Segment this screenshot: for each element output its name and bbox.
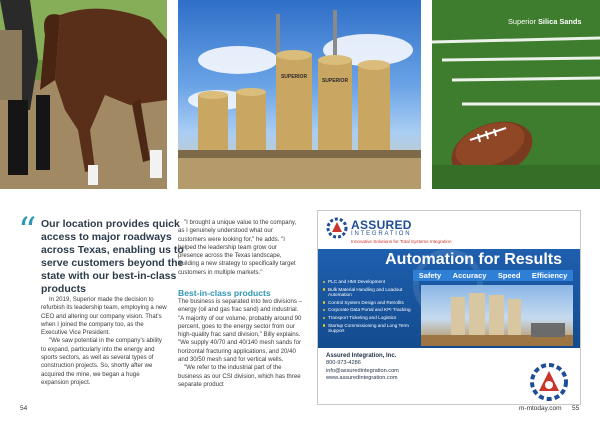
- col1-para-1: In 2019, Superior made the decision to refurbish its leadership team, employing a new CEO and altering our company vision. That's when I joined the company too, as the Executive Vice President.: [41, 296, 167, 337]
- brand-overlay-plain: Superior: [508, 17, 536, 26]
- folio-left: 54: [20, 405, 28, 412]
- ad-phone[interactable]: 800-973-4286: [326, 360, 361, 367]
- ad-website[interactable]: www.assuredintegration.com: [326, 374, 398, 381]
- ad-value-pills: [413, 270, 573, 281]
- quote-mark-icon: “: [18, 211, 37, 252]
- col2b-para-2: "We refer to the industrial part of the business as our CSI division, which has three separate product: [178, 364, 301, 388]
- photo-horse-rider: [0, 0, 167, 189]
- body-column-2: [178, 219, 302, 277]
- ad-service-item: Bulk Material Handling and Loadout Automation: [322, 287, 418, 298]
- col2b-para-1: The business is separated into two divisions – energy (oil and gas frac sand) and industrial. "A majority of our volume, probably around 90 percent, goes to the energy sector from our high-quality frac sand division," Billy explains. "We supply 40/70 and 40/140 mesh sands for horizontal fracturing applications, and 20/40 and 30/50 mesh sand for vertical wells.: [178, 298, 302, 364]
- pull-quote: Our location provides quick access to major roadways across Texas, enabling us to serve customers beyond the state with our best-in-class products: [41, 218, 184, 295]
- ad-service-item: Control System Design and Retrofits: [322, 300, 418, 305]
- ad-plant-image: [421, 285, 573, 346]
- ad-headline: Automation for Results: [385, 251, 562, 268]
- assured-footer-logo-icon: [526, 361, 572, 403]
- silo-label: SUPERIOR: [280, 74, 308, 80]
- advertisement-assured-integration[interactable]: [317, 210, 581, 405]
- ad-services-list: [322, 279, 418, 336]
- ad-service-item: Startup Commissioning and Long Term Support: [322, 323, 418, 334]
- ad-tagline: Innovative Solutions for Total Systems Integration: [351, 239, 452, 244]
- ad-company: Assured Integration, Inc.: [326, 353, 397, 359]
- assured-logo-icon: [326, 217, 348, 239]
- ad-pill-accuracy: Accuracy: [452, 271, 487, 280]
- ad-pill-efficiency: Efficiency: [531, 271, 568, 280]
- ad-pill-safety: Safety: [418, 271, 442, 280]
- photo-brand-overlay: [508, 17, 582, 26]
- folio-right: 55: [572, 405, 580, 412]
- body-column-1: [41, 296, 168, 387]
- subhead-best-in-class: Best-in-class products: [178, 288, 271, 298]
- folio-site[interactable]: m-mtoday.com: [519, 405, 562, 412]
- silo-label-2: SUPERIOR: [321, 78, 349, 84]
- ad-service-item: PLC and HMI Development: [322, 279, 418, 284]
- ad-pill-speed: Speed: [497, 271, 521, 280]
- ad-contact: [326, 353, 399, 382]
- brand-overlay-bold: Silica Sands: [538, 17, 582, 26]
- ad-email[interactable]: info@assuredintegration.com: [326, 367, 399, 374]
- body-column-2b: [178, 298, 302, 389]
- ad-service-item: Transport Ticketing and Logistics: [322, 315, 418, 320]
- ad-brand-sub: INTEGRATION: [351, 231, 412, 237]
- photo-silos: [178, 0, 421, 189]
- photo-football-turf: [432, 0, 600, 189]
- ad-service-item: Corporate Data Portal and KPI Tracking: [322, 307, 418, 312]
- col2-para-1: "I brought a unique value to the company, as I genuinely understood what our customers were looking for," he adds. "I helped the leadership team grow our presence across the Texas landscape, building a new strategy to specifically target customers in multiple markets.": [178, 219, 297, 276]
- col1-para-2: "We saw potential in the company's ability to expand, particularly into the energy and sports sectors, as well as several types of construction projects. So, shortly after we acquired the mine, we began a huge expansion project.: [41, 337, 162, 386]
- ad-brand: ASSURED: [351, 218, 412, 232]
